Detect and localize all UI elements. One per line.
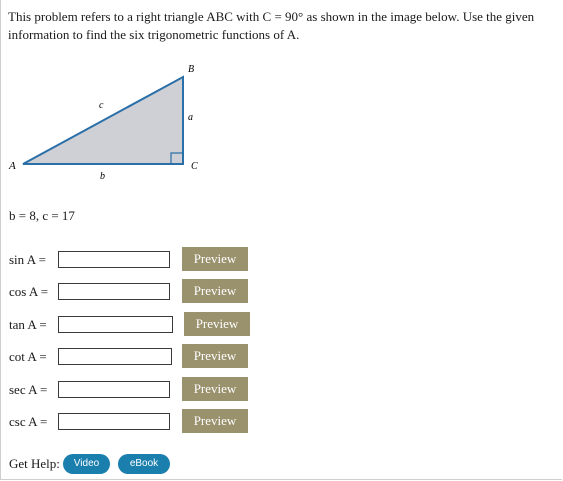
given-values: b = 8, c = 17 [9, 208, 75, 223]
triangle-shape [23, 77, 183, 164]
tan-label: tan A = [9, 317, 47, 332]
vertex-label-c: C [191, 161, 198, 172]
sec-input[interactable] [58, 381, 170, 398]
ebook-button[interactable]: eBook [118, 454, 170, 474]
csc-preview-button[interactable]: Preview [182, 409, 248, 433]
cot-input[interactable] [58, 348, 172, 365]
csc-input[interactable] [58, 413, 170, 430]
side-label-b: b [100, 171, 105, 182]
side-label-a: a [188, 112, 193, 123]
cos-input[interactable] [58, 283, 170, 300]
vertex-label-a: A [9, 160, 16, 172]
csc-label: csc A = [9, 414, 48, 429]
sec-label: sec A = [9, 382, 48, 397]
problem-statement [8, 8, 548, 44]
tan-preview-button[interactable]: Preview [184, 312, 250, 336]
video-button[interactable]: Video [63, 454, 110, 474]
get-help-label: Get Help: [9, 456, 60, 471]
problem-line-1: This problem refers to a right triangle ABC with C = 90° as shown in the image below. Use the given [8, 9, 535, 24]
cot-label: cot A = [9, 349, 47, 364]
cos-preview-button[interactable]: Preview [182, 279, 248, 303]
tan-input[interactable] [58, 316, 173, 333]
triangle-diagram [0, 58, 220, 188]
side-label-c: c [99, 100, 104, 111]
problem-line-2: information to find the six trigonometric functions of A. [8, 27, 300, 42]
cot-preview-button[interactable]: Preview [182, 344, 248, 368]
cos-label: cos A = [9, 284, 49, 299]
sin-preview-button[interactable]: Preview [182, 247, 248, 271]
vertex-label-b: B [188, 64, 195, 75]
sec-preview-button[interactable]: Preview [182, 377, 248, 401]
sin-label: sin A = [9, 252, 46, 267]
sin-input[interactable] [58, 251, 170, 268]
